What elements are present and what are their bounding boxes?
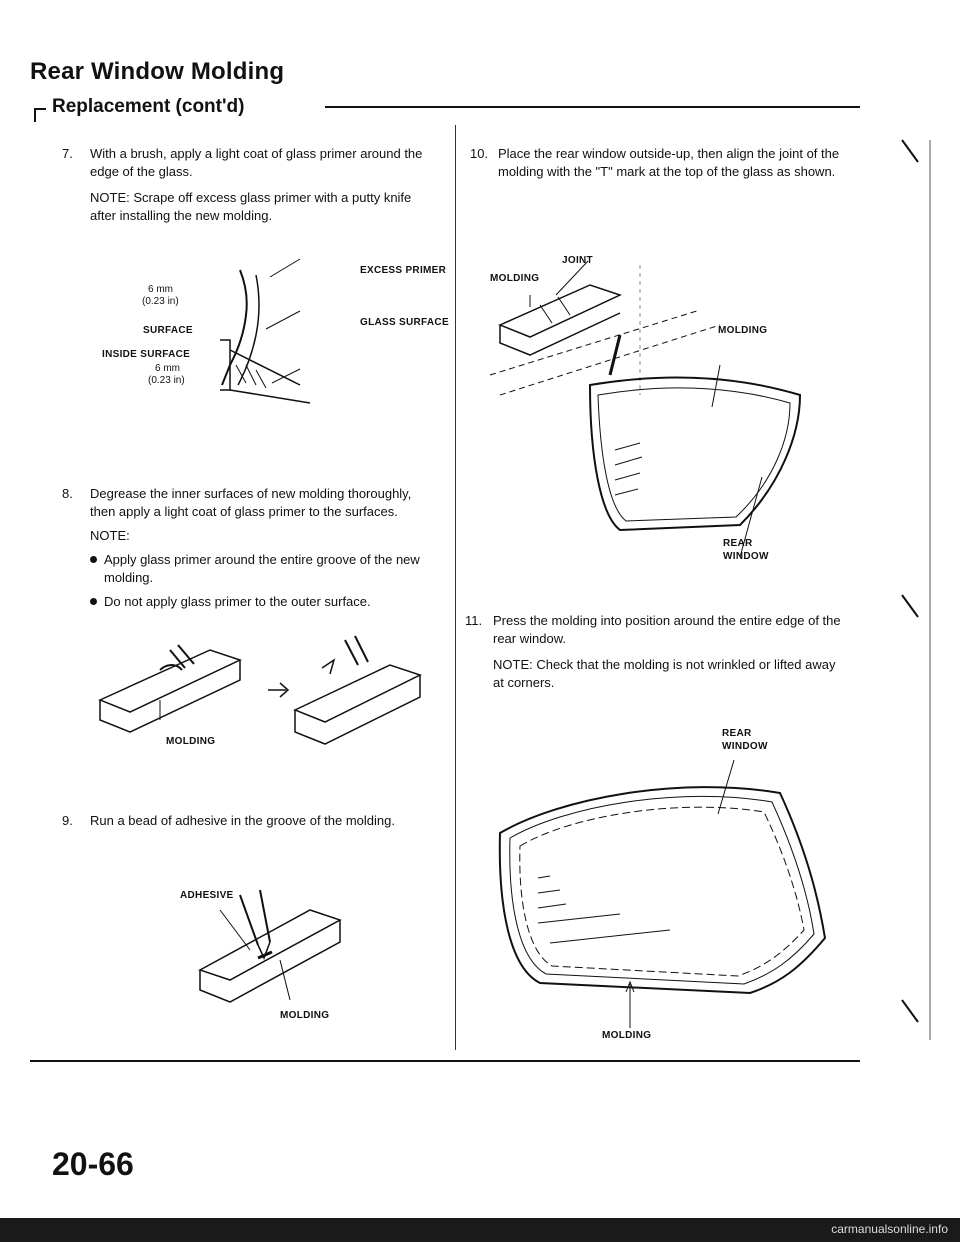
label-glass-surface: GLASS SURFACE xyxy=(360,317,449,328)
step-number: 7. xyxy=(62,146,73,161)
label-dim-top: 6 mm xyxy=(148,284,173,295)
label-adhesive: ADHESIVE xyxy=(180,890,234,901)
column-divider xyxy=(455,125,456,1050)
step-number: 10. xyxy=(470,146,489,161)
subtitle-bracket-vertical xyxy=(34,108,36,122)
step-note: NOTE: Check that the molding is not wrinkled or lifted away at corners. xyxy=(493,657,836,690)
joint-alignment-figure xyxy=(480,255,850,575)
rear-window-joint-illustration xyxy=(480,255,850,575)
step-note: NOTE: Scrape off excess glass primer with a putty knife after installing the new molding. xyxy=(90,190,412,223)
footer-bar xyxy=(0,1218,960,1242)
step-note-label: NOTE: xyxy=(90,528,130,543)
section-subtitle: Replacement (cont'd) xyxy=(52,96,245,117)
rear-window-molding-illustration xyxy=(480,738,850,1038)
header-rule xyxy=(325,106,860,108)
molding-primer-figure xyxy=(90,640,430,750)
step-7 xyxy=(62,145,437,233)
step-text: Run a bead of adhesive in the groove of the molding. xyxy=(90,813,395,828)
step-11 xyxy=(465,612,848,700)
step-10 xyxy=(470,145,848,189)
step-number: 11. xyxy=(465,613,483,628)
label-rear: REAR xyxy=(722,728,752,739)
step-9 xyxy=(62,812,437,838)
note-bullet: Do not apply glass primer to the outer surface. xyxy=(90,593,437,611)
label-dim-bottom-inch: (0.23 in) xyxy=(148,375,185,386)
step-text: With a brush, apply a light coat of glass primer around the edge of the glass. xyxy=(90,146,423,179)
label-molding-left: MOLDING xyxy=(490,273,540,284)
molding-illustration xyxy=(90,640,430,750)
label-surface: SURFACE xyxy=(143,325,193,336)
adhesive-figure xyxy=(180,850,380,1030)
margin-marks xyxy=(900,140,940,1140)
label-window: WINDOW xyxy=(723,551,769,562)
label-window: WINDOW xyxy=(722,741,768,752)
label-dim-bottom: 6 mm xyxy=(155,363,180,374)
primer-cross-section-figure xyxy=(60,255,450,455)
label-joint: JOINT xyxy=(562,255,593,266)
label-molding: MOLDING xyxy=(166,736,216,747)
molding-press-figure xyxy=(480,728,850,1041)
step-8 xyxy=(62,485,437,617)
adhesive-illustration xyxy=(180,850,380,1030)
page-number: 20-66 xyxy=(52,1146,134,1182)
step-text: Place the rear window outside-up, then align the joint of the molding with the "T" mark at the top of the glass as shown. xyxy=(498,146,840,179)
label-inside-surface: INSIDE SURFACE xyxy=(102,349,191,360)
note-bullet: Apply glass primer around the entire groove of the new molding. xyxy=(90,551,437,587)
step-text: Press the molding into position around the entire edge of the rear window. xyxy=(493,613,841,646)
footer-rule xyxy=(30,1060,860,1062)
label-rear: REAR xyxy=(723,538,753,549)
label-dim-top-inch: (0.23 in) xyxy=(142,296,179,307)
page-title: Rear Window Molding xyxy=(30,58,285,85)
label-molding-right: MOLDING xyxy=(718,325,768,336)
step-number: 9. xyxy=(62,813,73,828)
step-text: Degrease the inner surfaces of new molding thoroughly, then apply a light coat of glass primer to the surfaces. xyxy=(90,486,412,519)
label-molding: MOLDING xyxy=(602,1030,652,1041)
label-excess-primer: EXCESS PRIMER xyxy=(360,265,447,276)
step-number: 8. xyxy=(62,486,73,501)
label-molding: MOLDING xyxy=(280,1010,330,1021)
footer-site[interactable]: carmanualsonline.info xyxy=(831,1222,948,1236)
